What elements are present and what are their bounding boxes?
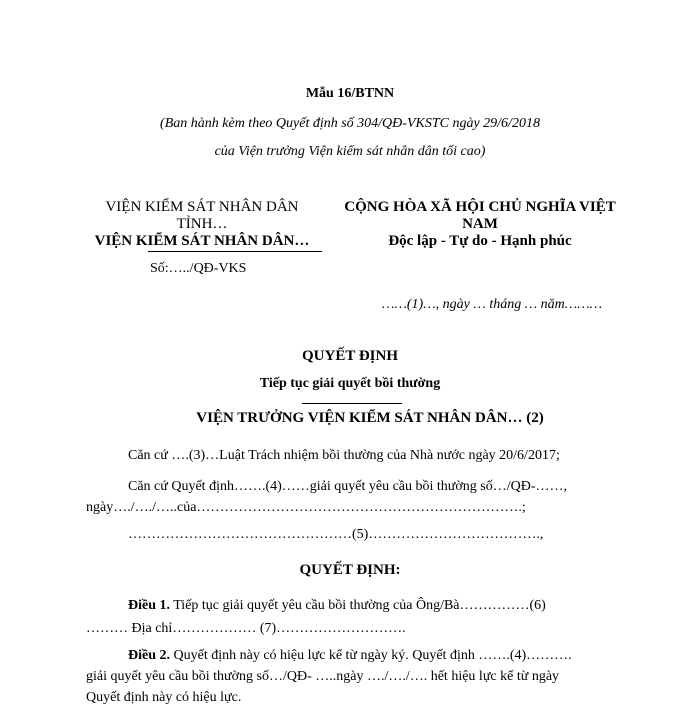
decision-heading: QUYẾT ĐỊNH: [299,562,401,578]
motto: Độc lập - Tự do - Hạnh phúc [388,233,572,249]
article-1-label: Điều 1. [128,598,170,613]
basis-3: …………………………………………(5)………………………………., [128,527,544,542]
article-1-line2: ……… Địa chỉ……………… (7)………………………. [86,621,406,636]
article-2-line3: Quyết định này có hiệu lực. [86,690,242,705]
doc-title: QUYẾT ĐỊNH [302,348,398,364]
place-date: ……(1)…, ngày … tháng … năm……… [382,297,603,312]
authority: VIỆN TRƯỞNG VIỆN KIỂM SÁT NHÂN DÂN… (2) [196,410,544,426]
agency-line1: VIỆN KIỂM SÁT NHÂN DÂN [105,199,299,215]
republic-line2: NAM [462,216,498,232]
republic-line1: CỘNG HÒA XÃ HỘI CHỦ NGHĨA VIỆT [344,199,616,215]
form-code: Mẫu 16/BTNN [305,86,395,101]
issued-with-line2: của Viện trưởng Viện kiểm sát nhân dân tối cao) [214,144,486,159]
article-2-line1: Quyết định này có hiệu lực kể từ ngày ký. Quyết định …….(4)………. [173,648,572,663]
document-number: Số:…../QĐ-VKS [150,261,247,276]
issued-with-line1: (Ban hành kèm theo Quyết định số 304/QĐ-VKSTC ngày 29/6/2018 [160,116,540,131]
basis-1: Căn cứ ….(3)…Luật Trách nhiệm bồi thường của Nhà nước ngày 20/6/2017; [128,448,560,463]
agency-line2: TỈNH… [176,216,228,232]
article-2-line2: giải quyết yêu cầu bồi thường số…/QĐ- …..ngày …./…./…. hết hiệu lực kể từ ngày [86,669,560,684]
agency-line3: VIỆN KIỂM SÁT NHÂN DÂN… [94,233,310,249]
subtitle-underline [302,403,402,404]
basis-2-line2: ngày…./…./…..của…………………………………………………………….; [86,500,526,515]
doc-subtitle: Tiếp tục giải quyết bồi thường [259,376,441,391]
article-2-label: Điều 2. [128,648,170,663]
agency-underline [148,251,322,252]
basis-2-line1: Căn cứ Quyết định…….(4)……giải quyết yêu cầu bồi thường số…/QĐ-……, [128,479,568,494]
article-1-line1: Tiếp tục giải quyết yêu cầu bồi thường của Ông/Bà……………(6) [173,598,546,613]
